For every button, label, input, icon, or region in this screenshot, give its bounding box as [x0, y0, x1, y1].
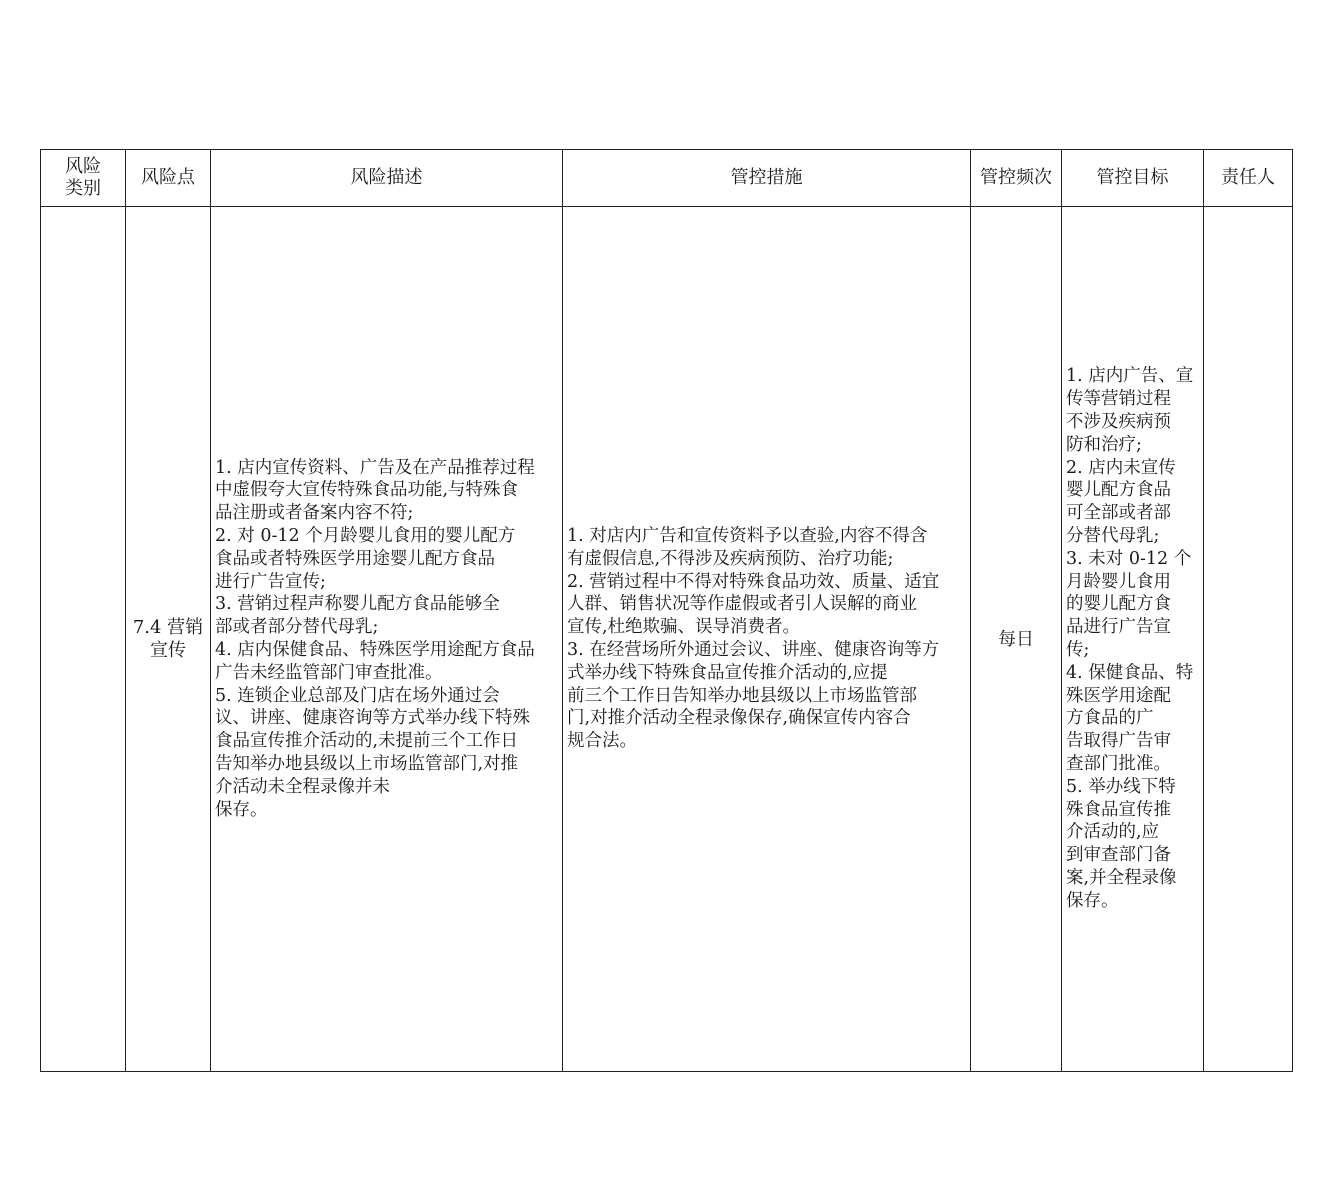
header-row: [41, 150, 1293, 207]
text-line: 4. 店内保健食品、特殊医学用途配方食品: [215, 640, 535, 660]
text-line: 告知举办地县级以上市场监管部门,对推: [215, 753, 519, 774]
text-line: 4. 保健食品、特: [1066, 662, 1194, 683]
text-line: 品进行广告宣: [1066, 617, 1171, 638]
cell-owner: [1204, 207, 1293, 1072]
cell-description: [211, 207, 563, 1072]
text-line: 3. 在经营场所外通过会议、讲座、健康咨询等方: [567, 640, 940, 660]
header-description: 风险描述: [211, 150, 563, 207]
table-row: [41, 207, 1293, 1072]
goal-text: [1062, 365, 1203, 912]
text-line: 防和治疗;: [1066, 434, 1142, 455]
text-line: 月龄婴儿食用: [1066, 571, 1171, 592]
text-line: 食品宣传推介活动的,未提前三个工作日: [215, 731, 519, 752]
text-line: 1. 店内宣传资料、广告及在产品推荐过程: [215, 457, 535, 478]
header-measures: 管控措施: [563, 150, 971, 207]
text-line: 分替代母乳;: [1066, 526, 1160, 547]
text-line: 进行广告宣传;: [215, 571, 326, 592]
text-line: 品注册或者备案内容不符;: [215, 503, 414, 524]
text-line: 门,对推介活动全程录像保存,确保宣传内容合: [567, 708, 911, 729]
text-line: 保存。: [215, 799, 268, 820]
text-line: 1. 对店内广告和宣传资料予以查验,内容不得含: [567, 526, 928, 547]
risk-control-table: [40, 149, 1293, 1072]
cell-frequency: 每日: [971, 207, 1062, 1072]
text-line: 中虚假夸大宣传特殊食品功能,与特殊食: [215, 480, 519, 501]
header-point: 风险点: [126, 150, 211, 207]
text-line: 2. 营销过程中不得对特殊食品功效、质量、适宜: [567, 571, 940, 592]
text-line: 2. 店内未宣传: [1066, 457, 1176, 478]
text-line: 前三个工作日告知举办地县级以上市场监管部: [567, 685, 917, 706]
text-line: 告取得广告审: [1066, 731, 1171, 752]
header-owner: 责任人: [1204, 150, 1293, 207]
text-line: 到审查部门备: [1066, 845, 1171, 866]
cell-goal: [1062, 207, 1204, 1072]
header-goal: 管控目标: [1062, 150, 1204, 207]
text-line: 殊医学用途配: [1066, 685, 1171, 706]
text-line: 可全部或者部: [1066, 503, 1171, 524]
text-line: 1. 店内广告、宣: [1066, 366, 1194, 387]
header-category-line1: 风险: [65, 156, 101, 177]
text-line: 广告未经监管部门审查批准。: [215, 662, 443, 683]
description-text: [211, 457, 562, 822]
text-line: 介活动的,应: [1066, 822, 1160, 843]
text-line: 案,并全程录像: [1066, 867, 1177, 888]
cell-point-line1: 7.4 营销: [132, 617, 204, 638]
text-line: 传等营销过程: [1066, 389, 1171, 410]
cell-point: [126, 207, 211, 1072]
text-line: 不涉及疾病预: [1066, 412, 1171, 433]
text-line: 宣传,杜绝欺骗、误导消费者。: [567, 617, 801, 638]
measures-text: [563, 525, 970, 753]
text-line: 介活动未全程录像并未: [215, 776, 390, 797]
text-line: 的婴儿配方食: [1066, 594, 1171, 615]
cell-point-line2: 宣传: [150, 640, 186, 661]
text-line: 5. 连锁企业总部及门店在场外通过会: [215, 685, 500, 706]
text-line: 查部门批准。: [1066, 753, 1171, 774]
header-category-line2: 类别: [65, 178, 101, 199]
text-line: 2. 对 0-12 个月龄婴儿食用的婴儿配方: [215, 526, 516, 547]
text-line: 3. 营销过程声称婴儿配方食品能够全: [215, 594, 500, 615]
text-line: 式举办线下特殊食品宣传推介活动的,应提: [567, 662, 888, 683]
header-frequency: 管控频次: [971, 150, 1062, 207]
text-line: 部或者部分替代母乳;: [215, 617, 379, 638]
text-line: 食品或者特殊医学用途婴儿配方食品: [215, 548, 495, 569]
cell-category: [41, 207, 126, 1072]
text-line: 规合法。: [567, 731, 637, 752]
text-line: 人群、销售状况等作虚假或者引人误解的商业: [567, 594, 917, 615]
text-line: 方食品的广: [1066, 708, 1154, 729]
text-line: 3. 未对 0-12 个: [1066, 548, 1192, 569]
text-line: 保存。: [1066, 890, 1119, 911]
text-line: 有虚假信息,不得涉及疾病预防、治疗功能;: [567, 548, 894, 569]
cell-measures: [563, 207, 971, 1072]
text-line: 婴儿配方食品: [1066, 480, 1171, 501]
header-category: [41, 150, 126, 207]
text-line: 议、讲座、健康咨询等方式举办线下特殊: [215, 708, 530, 729]
text-line: 殊食品宣传推: [1066, 799, 1171, 820]
text-line: 5. 举办线下特: [1066, 776, 1176, 797]
text-line: 传;: [1066, 640, 1090, 660]
